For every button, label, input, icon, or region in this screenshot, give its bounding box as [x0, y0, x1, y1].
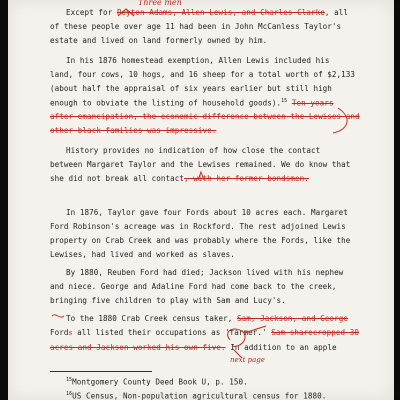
p5-line-3: bringing five children to play with Sam and Lucy's. — [50, 296, 286, 305]
p3-line-1: History provides no indication of how close the contact — [66, 146, 321, 155]
p4-line-4: Lewises, had lived and worked as slaves. — [50, 250, 235, 259]
p3-line-3: she did not break all contact, with her former bondsmen. — [50, 174, 309, 183]
p1-line-1: Except for Peyton Adams, Allen Lewis, and Charles Clarke, all — [66, 8, 348, 17]
p5-line-1: By 1880, Reuben Ford had died; Jackson lived with his nephew — [66, 268, 344, 277]
p4-line-3: property on Crab Creek and was probably where the Fords, like the — [50, 236, 351, 245]
p4-line-1: In 1876, Taylor gave four Fords about 10 acres each. Margaret — [66, 208, 348, 217]
p4-line-2: Ford Robinson's acreage was in Rockford. The rest adjoined Lewis — [50, 222, 346, 231]
handwritten-note-next-page: next page — [230, 356, 265, 364]
p2-line-5: after emancipation, the economic difference between the Lewises and — [50, 112, 360, 121]
footnote-16: $^{16}$US Census, Non-population agricultural census for 1880. — [66, 391, 327, 400]
p6-line-3: acres and Jackson worked his own five. In addition to an apple — [50, 343, 337, 352]
p1-line-2: of these people over age 11 had been in John McCanless Taylor's — [50, 22, 342, 31]
p2-line-1: In his 1876 homestead exemption, Allen Lewis included his — [66, 56, 330, 65]
p5-line-2: and niece. George and Adaline Ford had come back to the creek, — [50, 282, 337, 291]
p2-line-4: enough to obviate the listing of household goods).$^{15}$ Ten years — [50, 98, 334, 108]
p1-line-3: estate and lived on land formerly owned by him. — [50, 36, 268, 45]
footnote-15: $^{15}$Montgomery County Deed Book U, p. 150. — [66, 377, 248, 387]
handwritten-insert-three-men: Three men — [138, 0, 182, 7]
scribble-left — [52, 315, 64, 317]
p6-line-1: To the 1880 Crab Creek census taker, Sam, Jackson, and George — [66, 314, 348, 323]
footnote-rule — [50, 371, 152, 372]
p2-line-6: other black families was impressive. — [50, 126, 217, 135]
p2-line-3: (about half the appraisal of six years earlier but still high — [50, 84, 332, 93]
manuscript-page — [8, 0, 394, 400]
p2-line-2: land, four cows, 10 hogs, and 16 sheep for a total worth of $2,133 — [50, 70, 356, 79]
p6-line-2: Fords all listed their occupations as 'farmer.' Sam sharecropped 30 — [50, 328, 360, 337]
p3-line-2: between Margaret Taylor and the Lewises remained. We do know that — [50, 160, 351, 169]
